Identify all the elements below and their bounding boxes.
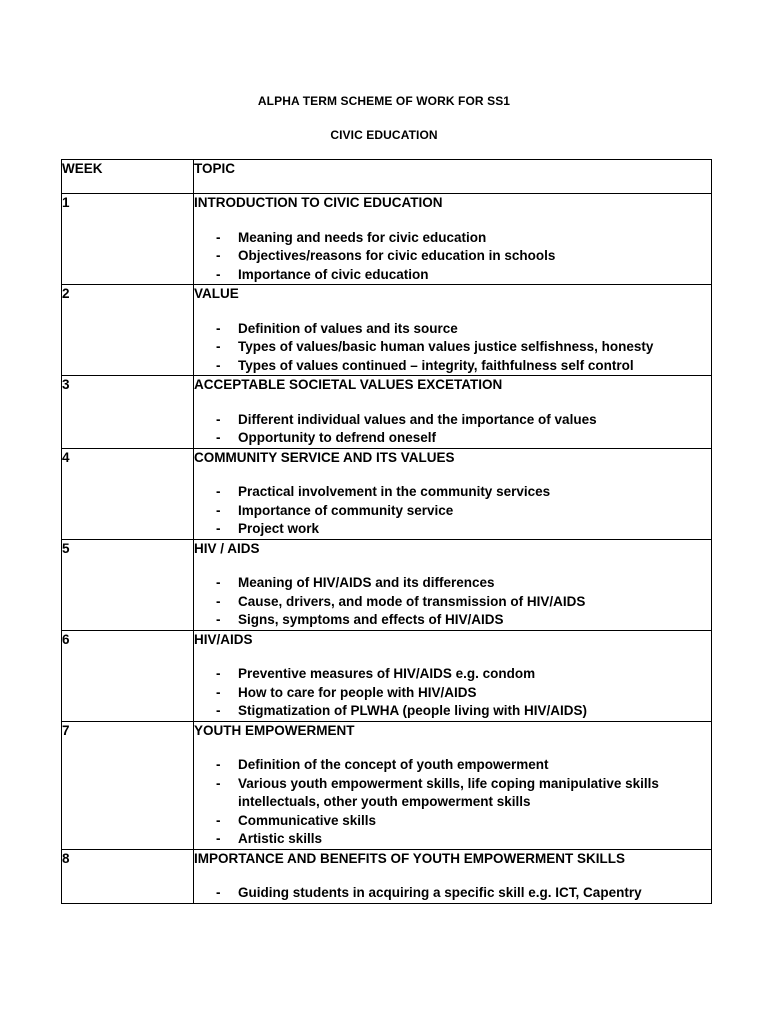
list-item (194, 884, 711, 903)
topic-title: IMPORTANCE AND BENEFITS OF YOUTH EMPOWERMENT SKILLS (194, 850, 626, 866)
bullet-dash: - (216, 666, 221, 681)
bullet-dash: - (216, 266, 221, 282)
list-item-text: Meaning and needs for civic education (238, 229, 487, 245)
table-row (62, 194, 712, 285)
topic-title: INTRODUCTION TO CIVIC EDUCATION (194, 195, 443, 210)
list-item (194, 320, 711, 339)
bullet-dash: - (216, 411, 221, 427)
week-number: 5 (62, 539, 194, 630)
scheme-of-work-table (61, 159, 712, 904)
topic-title: ACCEPTABLE SOCIETAL VALUES EXCETATION (194, 377, 503, 392)
week-number: 4 (62, 448, 194, 539)
list-item (194, 483, 711, 502)
table-row (62, 630, 712, 721)
list-item (194, 247, 711, 266)
list-item (194, 411, 711, 430)
list-item-text: Objectives/reasons for civic education in schools (238, 248, 556, 263)
bullet-dash: - (216, 248, 221, 263)
list-item (194, 520, 711, 539)
bullet-dash: - (216, 885, 221, 900)
table-row (62, 376, 712, 449)
bullet-dash: - (216, 320, 221, 336)
week-number: 2 (62, 285, 194, 376)
topic-subitems-list (194, 756, 711, 849)
list-item (194, 684, 711, 703)
topic-subitems-list (194, 229, 711, 285)
list-item-text: Project work (238, 521, 320, 536)
bullet-dash: - (216, 684, 221, 700)
list-item (194, 429, 711, 448)
week-number: 7 (62, 721, 194, 849)
topic-subitems-list (194, 483, 711, 539)
list-item-text: Communicative skills (238, 812, 377, 828)
week-number: 1 (62, 194, 194, 285)
topic-cell (194, 539, 712, 630)
list-item-text: Different individual values and the importance of values (238, 411, 597, 427)
topic-title: COMMUNITY SERVICE AND ITS VALUES (194, 449, 455, 465)
list-item (194, 266, 711, 285)
bullet-dash: - (216, 357, 221, 373)
list-item-text: Meaning of HIV/AIDS and its differences (238, 575, 495, 590)
topic-title: HIV/AIDS (194, 631, 253, 647)
list-item-text: Practical involvement in the community services (238, 484, 551, 499)
list-item (194, 756, 711, 775)
list-item-text: Artistic skills (238, 831, 323, 846)
table-row (62, 849, 712, 903)
topic-column-header: TOPIC (194, 160, 712, 194)
bullet-dash: - (216, 502, 221, 518)
week-number: 3 (62, 376, 194, 449)
topic-title: VALUE (194, 286, 239, 301)
bullet-dash: - (216, 775, 221, 791)
document-subtitle: CIVIC EDUCATION (330, 128, 438, 142)
topic-cell (194, 376, 712, 449)
list-item-text: Definition of the concept of youth empowerment (238, 757, 549, 772)
topic-subitems-list (194, 665, 711, 721)
topic-subitems-list (194, 320, 711, 376)
list-item (194, 665, 711, 684)
week-number: 6 (62, 630, 194, 721)
list-item-text: Signs, symptoms and effects of HIV/AIDS (238, 612, 504, 627)
list-item-text: Types of values continued – integrity, faithfulness self control (238, 357, 634, 373)
list-item-text: Importance of community service (238, 502, 454, 518)
topic-subitems-list (194, 574, 711, 630)
list-item (194, 611, 711, 630)
week-column-header: WEEK (62, 160, 194, 194)
bullet-dash: - (216, 484, 221, 499)
list-item (194, 830, 711, 849)
table-row (62, 721, 712, 849)
topic-cell (194, 630, 712, 721)
list-item-text: How to care for people with HIV/AIDS (238, 684, 477, 700)
list-item (194, 593, 711, 612)
table-row (62, 285, 712, 376)
bullet-dash: - (216, 339, 221, 354)
list-item-text: Guiding students in acquiring a specific skill e.g. ICT, Capentry (238, 885, 642, 900)
topic-cell (194, 194, 712, 285)
bullet-dash: - (216, 593, 221, 609)
list-item (194, 574, 711, 593)
bullet-dash: - (216, 831, 221, 846)
list-item-text: Importance of civic education (238, 266, 429, 282)
document-title: ALPHA TERM SCHEME OF WORK FOR SS1 (257, 94, 511, 108)
topic-subitems-list (194, 411, 711, 448)
topic-cell (194, 721, 712, 849)
list-item (194, 775, 711, 812)
bullet-dash: - (216, 430, 221, 445)
topic-title: YOUTH EMPOWERMENT (194, 722, 355, 738)
topic-cell (194, 448, 712, 539)
bullet-dash: - (216, 812, 221, 828)
topic-title: HIV / AIDS (194, 540, 260, 556)
topic-cell (194, 285, 712, 376)
list-item (194, 338, 711, 357)
table-header-row (62, 160, 712, 194)
bullet-dash: - (216, 229, 221, 245)
list-item-text: Opportunity to defrend oneself (238, 430, 436, 445)
scheme-table-body (62, 160, 712, 904)
topic-subitems-list (194, 884, 711, 903)
list-item (194, 812, 711, 831)
list-item (194, 229, 711, 248)
bullet-dash: - (216, 575, 221, 590)
topic-cell (194, 849, 712, 903)
list-item-text: Definition of values and its source (238, 320, 458, 336)
list-item (194, 702, 711, 721)
bullet-dash: - (216, 757, 221, 772)
bullet-dash: - (216, 703, 221, 718)
list-item-text: Types of values/basic human values justice selfishness, honesty (238, 339, 654, 354)
list-item-text: Stigmatization of PLWHA (people living with HIV/AIDS) (238, 703, 587, 718)
list-item-text: Preventive measures of HIV/AIDS e.g. condom (238, 666, 536, 681)
bullet-dash: - (216, 521, 221, 536)
week-number: 8 (62, 849, 194, 903)
list-item-text: Cause, drivers, and mode of transmission of HIV/AIDS (238, 593, 586, 609)
table-row (62, 448, 712, 539)
bullet-dash: - (216, 612, 221, 627)
list-item (194, 502, 711, 521)
table-row (62, 539, 712, 630)
list-item-text: Various youth empowerment skills, life coping manipulative skills intellectuals, other youth empowerment skills (238, 775, 659, 809)
list-item (194, 357, 711, 376)
